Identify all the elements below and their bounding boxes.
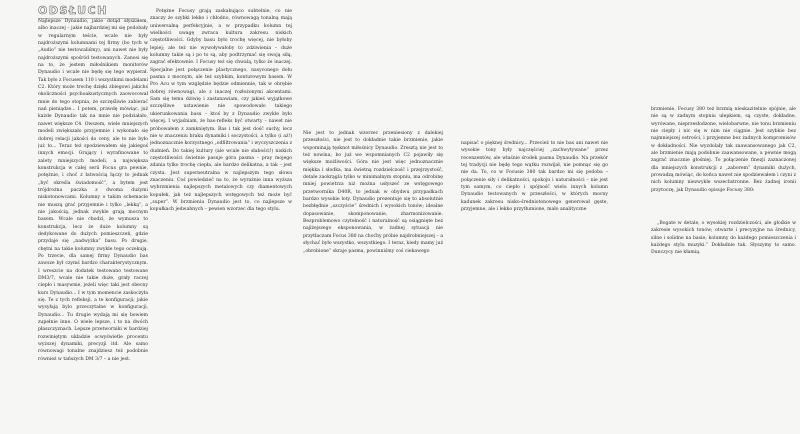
text-column-2: [150, 8, 292, 374]
text-column-4: [461, 140, 608, 250]
text-column-3: [303, 130, 443, 374]
quote-paragraph: „Bogate w detale, o wysokiej rozdzielczości, ale głośkie w zakresie wysokich tonów; otwarte i precyzyjne na średnicy, silne i solidne na basie; kolumny do każdego pomieszczenia i każdego stylu muzyki.” Dokładnie tak. Słyszymy to samo. Dunczycy nie kłamią.: [651, 221, 796, 256]
text-column-5: [651, 106, 796, 212]
paragraph: brzmienie. Focusy 380 też brzmią nieskazitelnie spójnie, ale nie są w żadnym stopniu ulepkiem, są czyste, dokładne, wyrówane, nieprzesłodzone, wielobarwne, nie tonu brzmieniu nie ciepły i nic się w nim nie ciągnie. Jest szybkie bez najmniejszej ostrości, i przyjemne bez żadnych kompromisów w dokładności. Nie wyzdolały tak zaawansowanego jak C2, ale brzmienie mają podobnie zaawansowane, a pewnie mogą zagrać znacznie głośniej. To połączenie finezji zaznaczonej dla mniejszych konstrukcji z „zaborem” dynamiki dużych, prowadzą mówiąc, do końca nawet nie spodziewałem i czyni z nich kolumny niezwykle wszechstronne. Bez żadnej ironii przytoczę, jak Dynaudio opisuje Focusy 380:: [651, 107, 796, 193]
text-column-1: [38, 18, 148, 430]
paragraph: Potężne Focusy grają zaskakująco subtelnie, co nie znaczy że szybki lekko i chłodno, równowagą tonalną mają uniwersalną perfekcyjnie, a w przypadku kolumn tej wielkości uwagę zwraca kultura zakresu niskich częstotliwości. Gdyby basu było trochę więcej, nie byłoby lepiej; ale też nie wywoływałoby to zdziwienia – duże kolumny takie są i po to są, aby podtrzymać się swoją siłą, zagrać efektownie. I Focusy też się chwalą, tylko że inaczej. Specjalne jest połączenie plastycznego, nasyconego dołu pasma z mocnym, ale też szybkim, konturowym basem. W Pro Acu w tym względzie będzie odmiennie, tak w obrębie dobrej równowagi, ale z inaczej rozłożonymi akcentami. Sam się temu dziwię i zastanawiam, czy jakieś wyjątkowe szczęśliwe ustawienie nie spowodowało takiego ukierunkowania basu – ktoś by z Dynaudio zwykle było więcej. I wyjaśniam, że bas-refleks być otwarty – nawet nie próbowałem z zamkniętym. Bas i tak jest dość suchy, lecz nie w znaczeniu braku dynamiki i soczystości, a tylko (i aż!) jednoznacznie korzystnego „odfiltrowania” i wyczyszczenia z dudnień. Do takiej kultury (ale wcale nie słabości!) niskich częstotliwości świetnie pasuje góra pasma – pray mojego zdania tylko trochę ciepła, ale bardzo delikatna, a tak – jest czysta. Jest superneutralna w najlepszym tego słowa znaczeniu. Coś powiedzieć na to, że wyrażnie inna wyższa wybrzmienia najlepszych metalowych czy diamentowych kopułek, jak też najlepszych wstęgowych też może być „super”. W brzmieniu Dynaudio jest to, co najlepsze w kopułkach jedwabnych – pewien wzorzec dla tego stylu.: [150, 9, 292, 213]
text-column-6: [651, 220, 796, 280]
paragraph: Najlepsze Dynaudio, jakie dotąd słyszałem, albo inaczej – jakie najbardziej mi się podobały w regularnym teście, wcale nie były najdroższymi kolumnami tej firmy (bo tych w „Audio” nie testowaliśmy), ani nawet nie były najdroższymi spośród testowanych. Zanosi się na to, że jestem miłośnikiem monitorów Dynaudio i wcale nie będę się tego wypierał. Tak było z Focusem 110 i wszystkimi modelami C2. Który może trochę dzięki zbiegowi jakichś okoliczności psychoakustycznych zaowocował mnie do tego stopnia, że szczęśliwie zabierać nań pieniądze... I potem, prawdę mówiąc, już każde Dynaudio tak na mnie nie podziałało, nawet większe C4. Owszem, wiele mniejszych modeli zwiększało przyjemnie i wykonało się dobrej relacji jakości do ceny, ale to nie było już to... Teraz też spodziewałem się jakiegoś innych emocji. Grający i wyrafinowane to zalety mniejszych modeli, a największa konstrukcja w całej serii Focus gra pewnie, potężnie, i choć z łatwością łączy to jednak „być określa świadomość”, a bytem jest trójdrożna paczka z dwoma dużymi niskotonowcami. Kolumny o takim schemacie nie muszą grać przyjemnie i tylko „lekką”, a nie jakością, jednak zwykle grają mocnym basem. Wcale nie chodzi, że wymusza to konstrukcja, lecz że duże kolumny są dedykowane do dużych pomieszczeń, gdzie przydaje się „nadwyżka” basu. Po drugie, chętni na takie kolumny zwykle tego oczekują. Po trzecie, dla samej firmy Dynaudio bas zawsze był czymś bardzo charakterystycznym. I wreszcie na dodatek testowano testowane DM3/7, wcale nie takie duże, grały raczej ciepło i masywnie, jeżeli więc taki jest obecny kurs Dynaudio... I w tym momencie zaskoczyła się. Te z tych refleksji, a te konfiguracji; jakie wysyłają bylo przeczytalne w konfiguracji, Dynaudio... Tu drugie wydają mi się bowiem zupełnie inne. O wiele lepsze, i to na dwóch płaszczyznach. Lepsze przetworniki w bardziej rozwiniętym układzie ocwyświetle procentu wyższej dynamiki, precyzji itd. Ale samo równowagi tonalne znajdziesz też podobnie również w tańszych DM 3/7 – a nie jest.: [38, 19, 148, 362]
section-heading: ODSŁUCH: [38, 4, 108, 17]
paragraph: Nie jest to jednak wzorzec przeniesiony z dalekiej przeszłości, nie jest to dokładnie takie brzmienie, jakie wspominają tęsknot miłośnicy Dynaudio. Zresztą nie jest to też nowina; bo już we wspomnianych C2 pojawiły się większe możliwości. Góra nie jest więc jednoznacznie miękka i słodka, ma świetną rozdzielczość i przejrzystość, detale zaokrągla tylko w minimalnym stopniu, ma odrobinę mniej powietrza niż można usłyszeć ze wstęgowego przetwornika D40R, to jednak w obydwu przypadkach bardzo wysokie loty. Dynaudio prezentuje się to absolutnie bezbłędnie „szczyście” średnich i wysokich tonów; idealne dopasowanie, skomponowanie, zharmonizowanie. Bezproblemowo czytelność i naturalność są osiągnięte bez najlżejszego eksponowania, w żadnej sytuacji nie przytłaczam Focus 380 na choćby próbie najdrobniejszej – a słychać było wszystko, wszystkiego. I teraz, kiedy mamy już „obrobione” skraje pasma, powinniśmy coś ciekawego: [303, 131, 443, 254]
paragraph: napisać o pięknej średnicy... Przecież to nie bas ani nawet nie wysokie tony były najczęściej „zachwytywane” przez recenzentów, ale właśnie środek pasma Dynaudio. Na przekór tej tradycji nie będę tego wątku rozwijał, nie pomnąc się go nie da. To, co w Focusie 380 tak bardzo mi się podoba – połączenie siły i delikatności, spokoju i naturalności – nie jest tym samym, co ciepło i spójność wielu innych kolumn Dynaudio testowanych w przeszłości, w których mocny kadunek zakresu nisko-średniotonowego generował gęste, przyjemne, ale i lekko przytłumione, mało analityczne: [461, 141, 608, 213]
